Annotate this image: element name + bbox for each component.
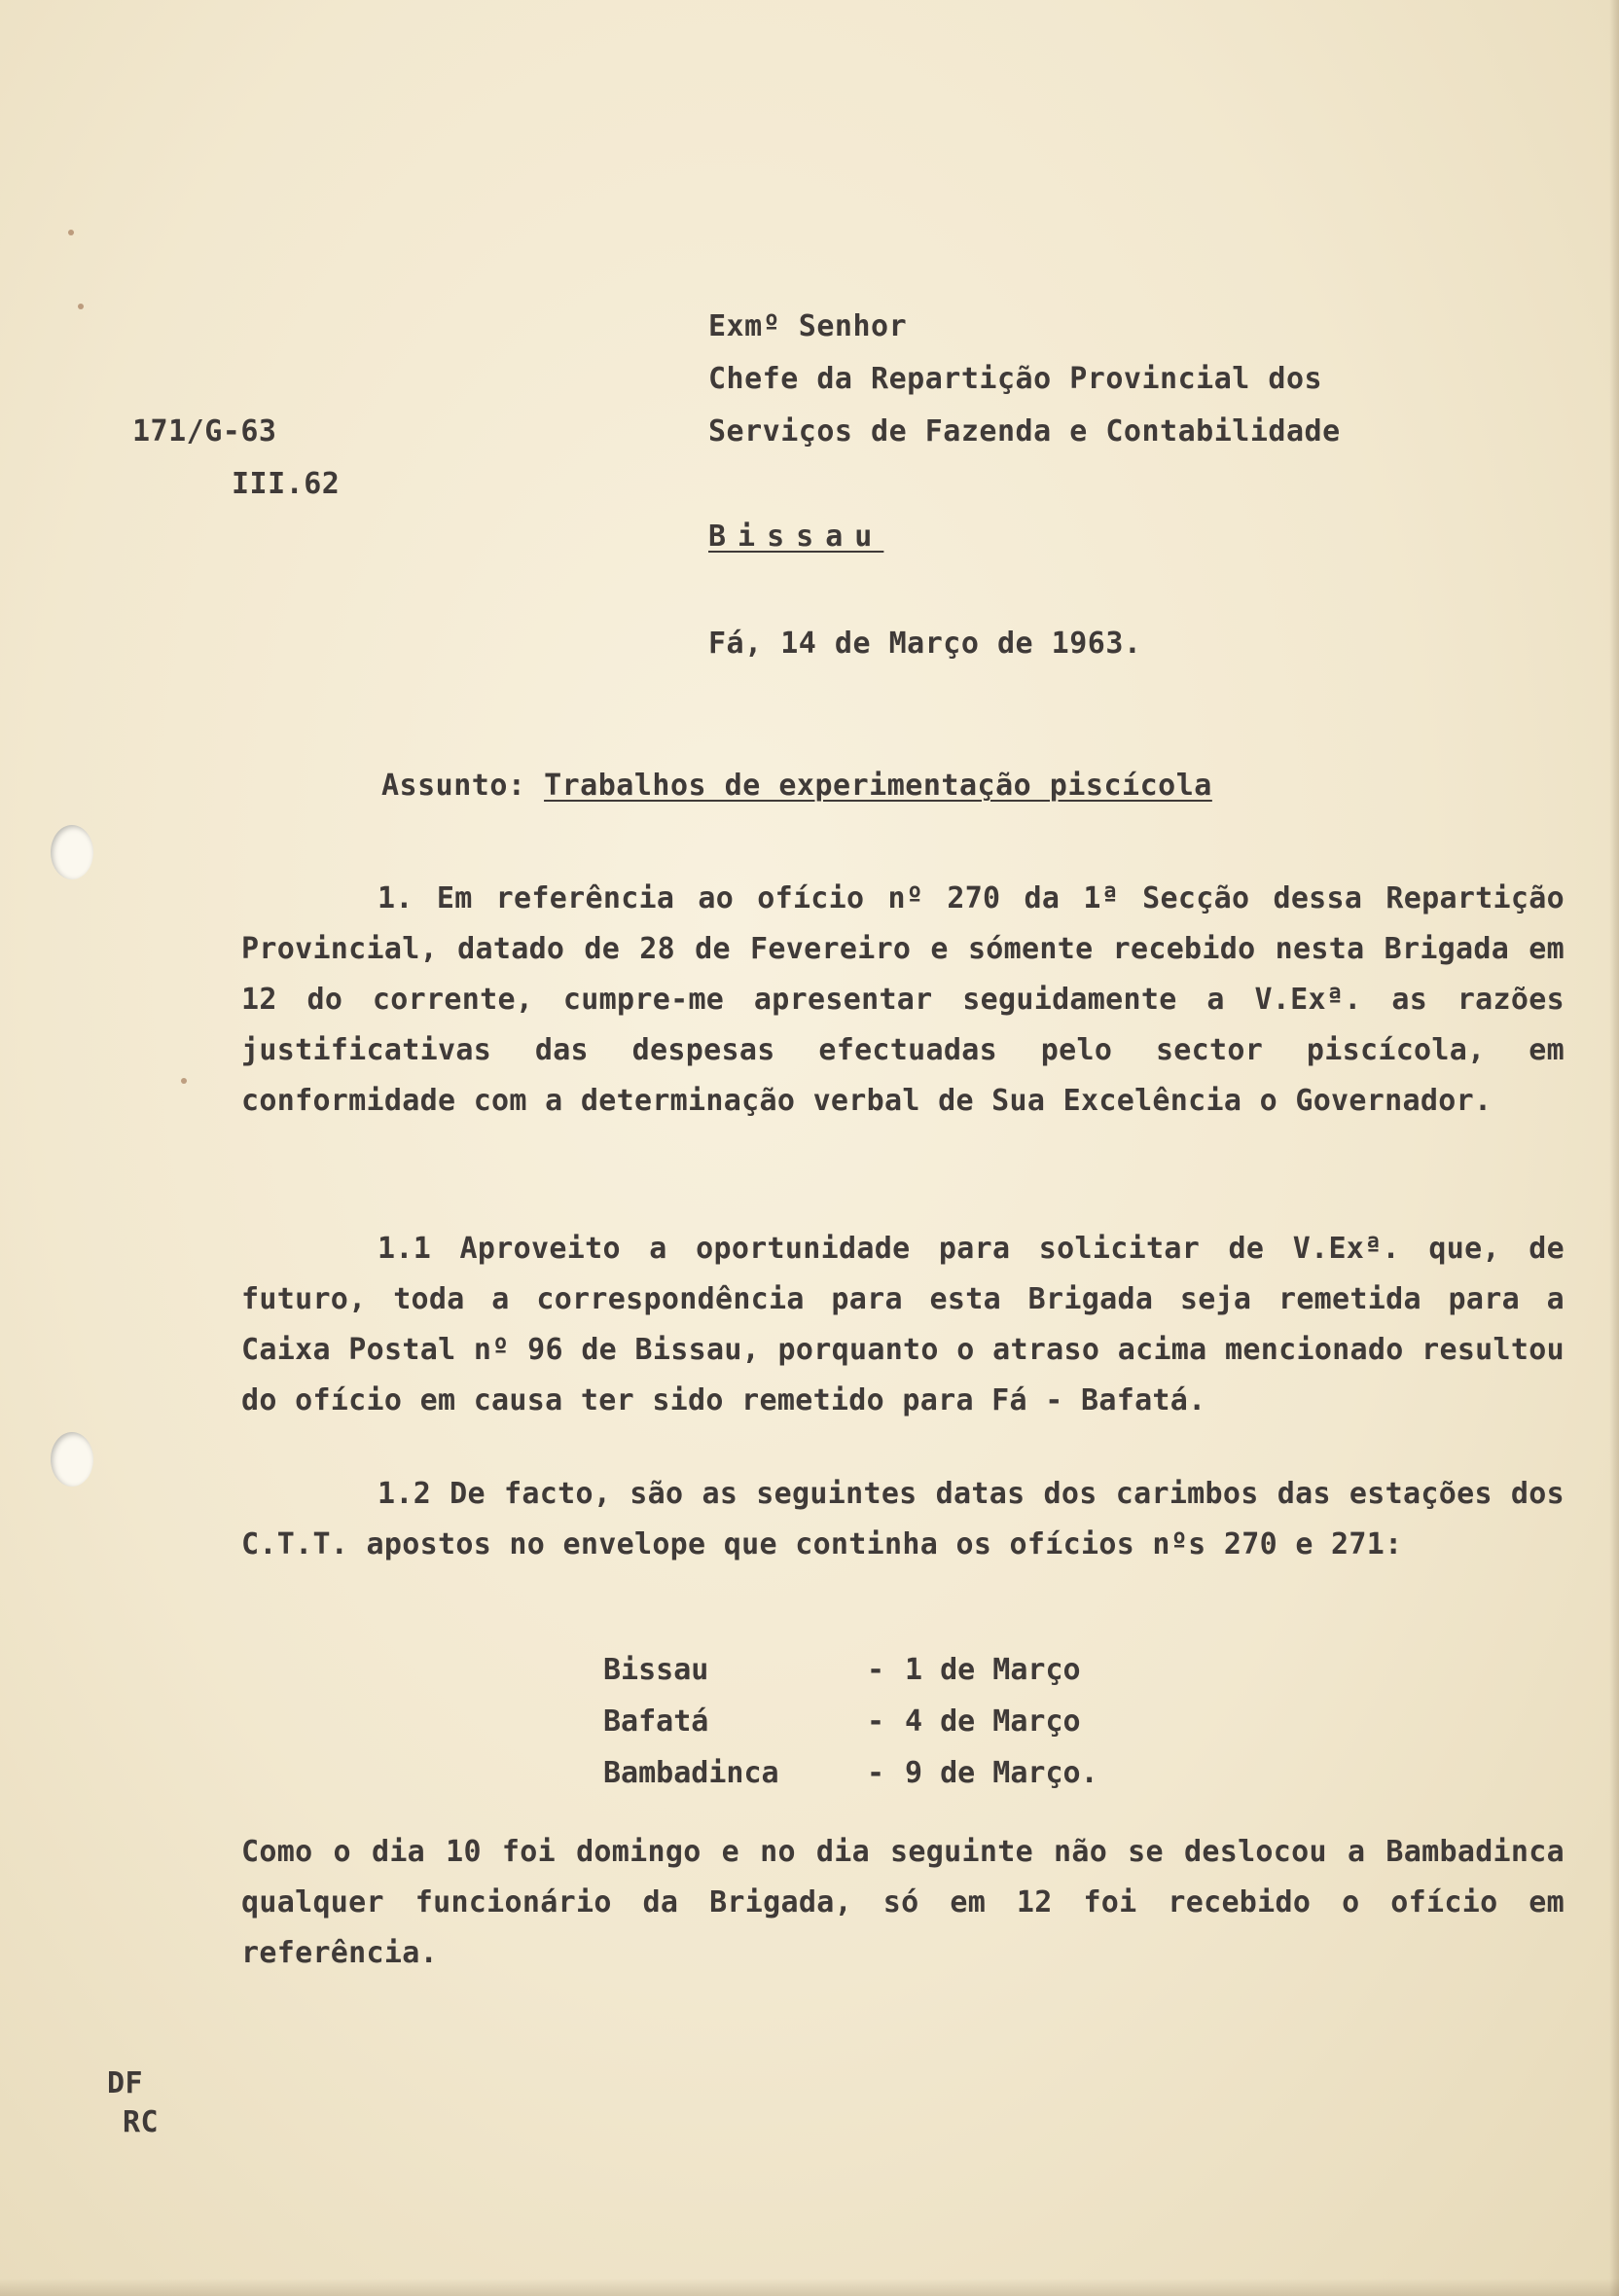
paragraph-1-2: 1.2 De facto, são as seguintes datas dos carimbos das estações dos C.T.T. apostos no envelope que continha os ofícios nºs 270 e 271: (241, 1477, 1565, 1561)
paper-speck (78, 304, 84, 309)
postmark-date: 4 de Março (905, 1704, 1081, 1739)
punch-hole-bottom (51, 1432, 93, 1487)
paragraph-1-1: 1.1 Aproveito a oportunidade para solicitar de V.Exª. que, de futuro, toda a correspondência para esta Brigada seja remetida para a Caixa Postal nº 96 de Bissau, porquanto o atraso acima mencionado resultou do ofício em causa ter sido remetido para Fá - Bafatá. (241, 1232, 1565, 1417)
postmark-place: Bafatá (603, 1704, 709, 1739)
initials-line-1: DF (107, 2066, 144, 2100)
paper-speck (68, 230, 74, 235)
postmark-dash: - (866, 1704, 885, 1739)
subject-label: Assunto: (381, 769, 526, 803)
recipient-city: Bissau (708, 520, 884, 554)
subject-text: Trabalhos de experimentação piscícola (544, 769, 1212, 803)
recipient-line-2: Serviços de Fazenda e Contabilidade (708, 414, 1341, 448)
paragraph-1: 1. Em referência ao ofício nº 270 da 1ª Secção dessa Repartição Provincial, datado de 28 de Fevereiro e sómente recebido nesta Brigada em 12 do corrente, cumpre-me apresentar seguidamente a V.Exª. as razões justificativas das despesas efectuadas pelo sector piscícola, em conformidade com a determinação verbal de Sua Excelência o Governador. (241, 881, 1565, 1118)
postmark-date: 9 de Março. (905, 1756, 1098, 1790)
reference-number: 171/G-63 (132, 414, 277, 448)
page-edge-shadow (1609, 0, 1619, 2296)
postmark-date: 1 de Março (905, 1653, 1081, 1687)
postmark-dates-table (603, 1644, 1098, 1799)
date-line: Fá, 14 de Março de 1963. (708, 627, 1142, 661)
postmark-dash: - (866, 1756, 885, 1790)
table-row (603, 1644, 1098, 1696)
postmark-place: Bambadinca (603, 1756, 779, 1790)
postmark-place: Bissau (603, 1653, 709, 1687)
postmark-dash: - (866, 1653, 885, 1687)
recipient-salutation: Exmº Senhor (708, 309, 908, 343)
table-row (603, 1696, 1098, 1747)
subject-line (381, 769, 1212, 803)
closing-paragraph: Como o dia 10 foi domingo e no dia seguinte não se deslocou a Bambadinca qualquer funcionário da Brigada, só em 12 foi recebido o ofício em referência. (241, 1835, 1565, 1970)
reference-code: III.62 (232, 467, 341, 501)
table-row (603, 1747, 1098, 1799)
initials-line-2: RC (123, 2105, 160, 2139)
punch-hole-top (51, 825, 93, 879)
paper-speck (181, 1078, 187, 1084)
page-bottom-shadow (0, 2278, 1619, 2296)
recipient-line-1: Chefe da Repartição Provincial dos (708, 362, 1323, 396)
